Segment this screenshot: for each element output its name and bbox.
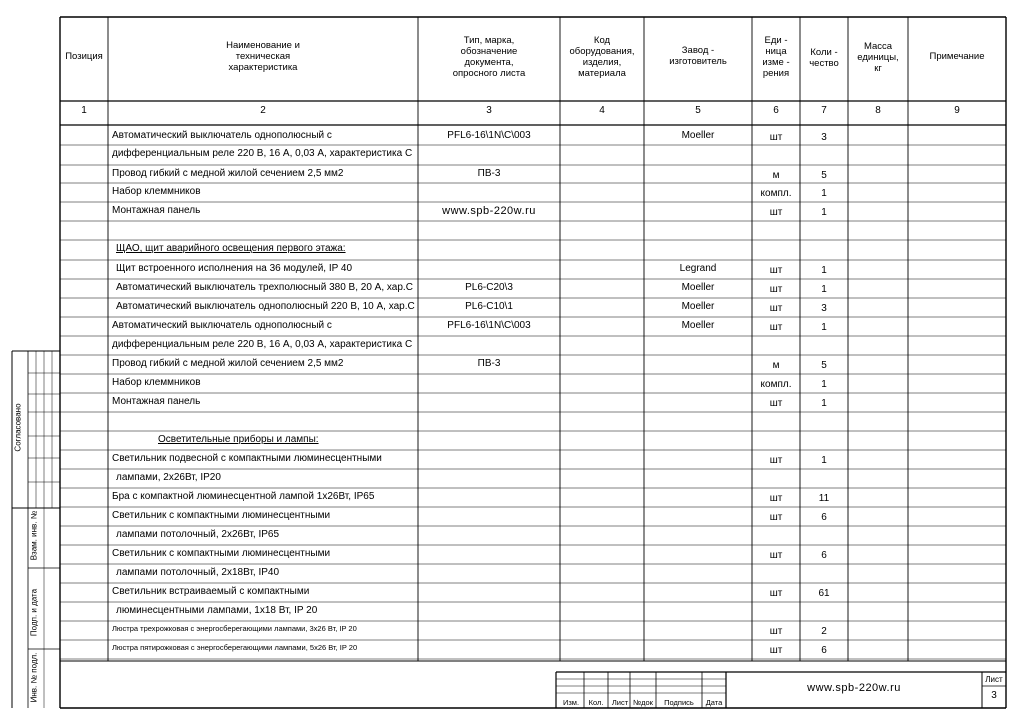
header-position: Позиция [65, 51, 103, 62]
row-9-unit: шт [769, 284, 783, 295]
row-23-unit: шт [769, 550, 783, 561]
row-5-name: Монтажная панель [112, 205, 201, 216]
stamp-sheet-number: 3 [991, 690, 997, 701]
side-label-inv-vzam: Взам. инв. № [29, 510, 39, 561]
row-4-qty: 1 [821, 188, 827, 199]
header-note: Примечание [929, 51, 985, 62]
row-14-qty: 1 [821, 379, 827, 390]
row-1-qty: 3 [821, 132, 827, 143]
side-label-agreed: Согласовано [13, 403, 23, 452]
row-2-name: дифференциальным реле 220 В, 16 А, 0,03 А, характеристика С [112, 148, 413, 159]
col-number-8: 8 [875, 105, 881, 116]
row-24-name: лампами потолочный, 2х18Вт, IP40 [116, 567, 280, 578]
row-11-name: Автоматический выключатель однополюсный с [112, 320, 332, 331]
stamp-izm: Изм. [562, 698, 580, 707]
row-10-type: PL6-C10\1 [465, 301, 513, 312]
col-number-6: 6 [773, 105, 779, 116]
row-27-unit: шт [769, 626, 783, 637]
row-5-unit: шт [769, 207, 783, 218]
row-14-name: Набор клеммников [112, 377, 201, 388]
row-25-qty: 61 [818, 588, 830, 599]
col-number-4: 4 [599, 105, 605, 116]
row-13-name: Провод гибкий с медной жилой сечением 2,5 мм2 [112, 358, 344, 369]
row-18-qty: 1 [821, 455, 827, 466]
row-8-maker: Legrand [679, 263, 717, 274]
row-13-type: ПВ-3 [477, 358, 501, 369]
stamp-site: www.spb-220w.ru [807, 682, 901, 694]
row-9-type: PL6-C20\3 [465, 282, 513, 293]
row-10-maker: Moeller [681, 301, 715, 312]
header-qty: Коли - чество [809, 47, 839, 69]
row-19-name: лампами, 2х26Вт, IP20 [116, 472, 221, 483]
row-27-name: Люстра трехрожковая с энергосберегающими лампами, 3х26 Вт, IP 20 [112, 624, 357, 633]
row-4-unit: компл. [760, 188, 792, 199]
row-3-type: ПВ-3 [477, 168, 501, 179]
row-15-unit: шт [769, 398, 783, 409]
col-number-7: 7 [821, 105, 827, 116]
col-number-2: 2 [260, 105, 266, 116]
row-13-qty: 5 [821, 360, 827, 371]
stamp-ndok: №док [633, 698, 653, 707]
row-25-unit: шт [769, 588, 783, 599]
row-8-qty: 1 [821, 265, 827, 276]
stamp-podpis: Подпись [664, 698, 694, 707]
header-mass: Масса единицы, кг [857, 41, 899, 74]
row-23-name: Светильник с компактными люминесцентными [112, 548, 331, 559]
col-number-1: 1 [81, 105, 87, 116]
row-1-name: Автоматический выключатель однополюсный с [112, 130, 332, 141]
row-20-qty: 11 [818, 493, 830, 504]
row-3-name: Провод гибкий с медной жилой сечением 2,5 мм2 [112, 168, 344, 179]
row-1-unit: шт [769, 132, 783, 143]
stamp-sheet-label: Лист [985, 675, 1003, 684]
row-1-type: PFL6-16\1N\C\003 [447, 130, 531, 141]
row-9-maker: Moeller [681, 282, 715, 293]
row-23-qty: 6 [821, 550, 827, 561]
col-number-9: 9 [954, 105, 960, 116]
row-10-name: Автоматический выключатель однополюсный 220 В, 10 А, хар.С [116, 301, 415, 312]
header-unit: Еди - ница изме - рения [762, 35, 790, 79]
row-21-unit: шт [769, 512, 783, 523]
row-11-unit: шт [769, 322, 783, 333]
row-28-name: Люстра пятирожковая с энергосберегающими лампами, 5х26 Вт, IP 20 [112, 643, 358, 652]
row-1-maker: Moeller [681, 130, 715, 141]
stamp-list: Лист [611, 698, 629, 707]
stamp-kol: Кол. [588, 698, 604, 707]
row-18-unit: шт [769, 455, 783, 466]
header-maker: Завод - изготовитель [669, 45, 727, 67]
row-5-type: www.spb-220w.ru [442, 205, 536, 217]
row-10-qty: 3 [821, 303, 827, 314]
col-number-3: 3 [486, 105, 492, 116]
row-28-unit: шт [769, 645, 783, 656]
row-7-name: ЩАО, щит аварийного освещения первого этажа: [116, 243, 346, 254]
row-13-unit: м [772, 360, 780, 371]
row-10-unit: шт [769, 303, 783, 314]
row-25-name: Светильник встраиваемый с компактными [112, 586, 310, 597]
col-number-5: 5 [695, 105, 701, 116]
header-code: Код оборудования, изделия, материала [569, 35, 635, 79]
side-label-inv-podl: Инв. № подл. [29, 652, 39, 703]
row-11-qty: 1 [821, 322, 827, 333]
stamp-data: Дата [705, 698, 723, 707]
header-type: Тип, марка, обозначение документа, опросного листа [452, 35, 526, 79]
row-18-name: Светильник подвесной с компактными люминесцентными [112, 453, 382, 464]
row-21-qty: 6 [821, 512, 827, 523]
row-12-name: дифференциальным реле 220 В, 16 А, 0,03 А, характеристика С [112, 339, 413, 350]
row-15-qty: 1 [821, 398, 827, 409]
row-21-name: Светильник с компактными люминесцентными [112, 510, 331, 521]
row-22-name: лампами потолочный, 2х26Вт, IP65 [116, 529, 280, 540]
row-8-unit: шт [769, 265, 783, 276]
row-3-qty: 5 [821, 170, 827, 181]
row-11-maker: Moeller [681, 320, 715, 331]
row-4-name: Набор клеммников [112, 186, 201, 197]
row-26-name: люминесцентными лампами, 1х18 Вт, IP 20 [116, 605, 318, 616]
row-3-unit: м [772, 170, 780, 181]
row-9-name: Автоматический выключатель трехполюсный 380 В, 20 А, хар.С [116, 282, 413, 293]
row-5-qty: 1 [821, 207, 827, 218]
row-9-qty: 1 [821, 284, 827, 295]
side-label-sign-date: Подп. и дата [29, 588, 39, 637]
row-8-name: Щит встроенного исполнения на 36 модулей, IP 40 [116, 263, 353, 274]
row-27-qty: 2 [821, 626, 827, 637]
row-20-name: Бра с компактной люминесцентной лампой 1х26Вт, IP65 [112, 491, 375, 502]
row-15-name: Монтажная панель [112, 396, 201, 407]
row-17-name: Осветительные приборы и лампы: [158, 434, 319, 445]
header-name: Наименование и техническая характеристика [226, 40, 300, 73]
row-11-type: PFL6-16\1N\C\003 [447, 320, 531, 331]
row-20-unit: шт [769, 493, 783, 504]
row-28-qty: 6 [821, 645, 827, 656]
row-14-unit: компл. [760, 379, 792, 390]
